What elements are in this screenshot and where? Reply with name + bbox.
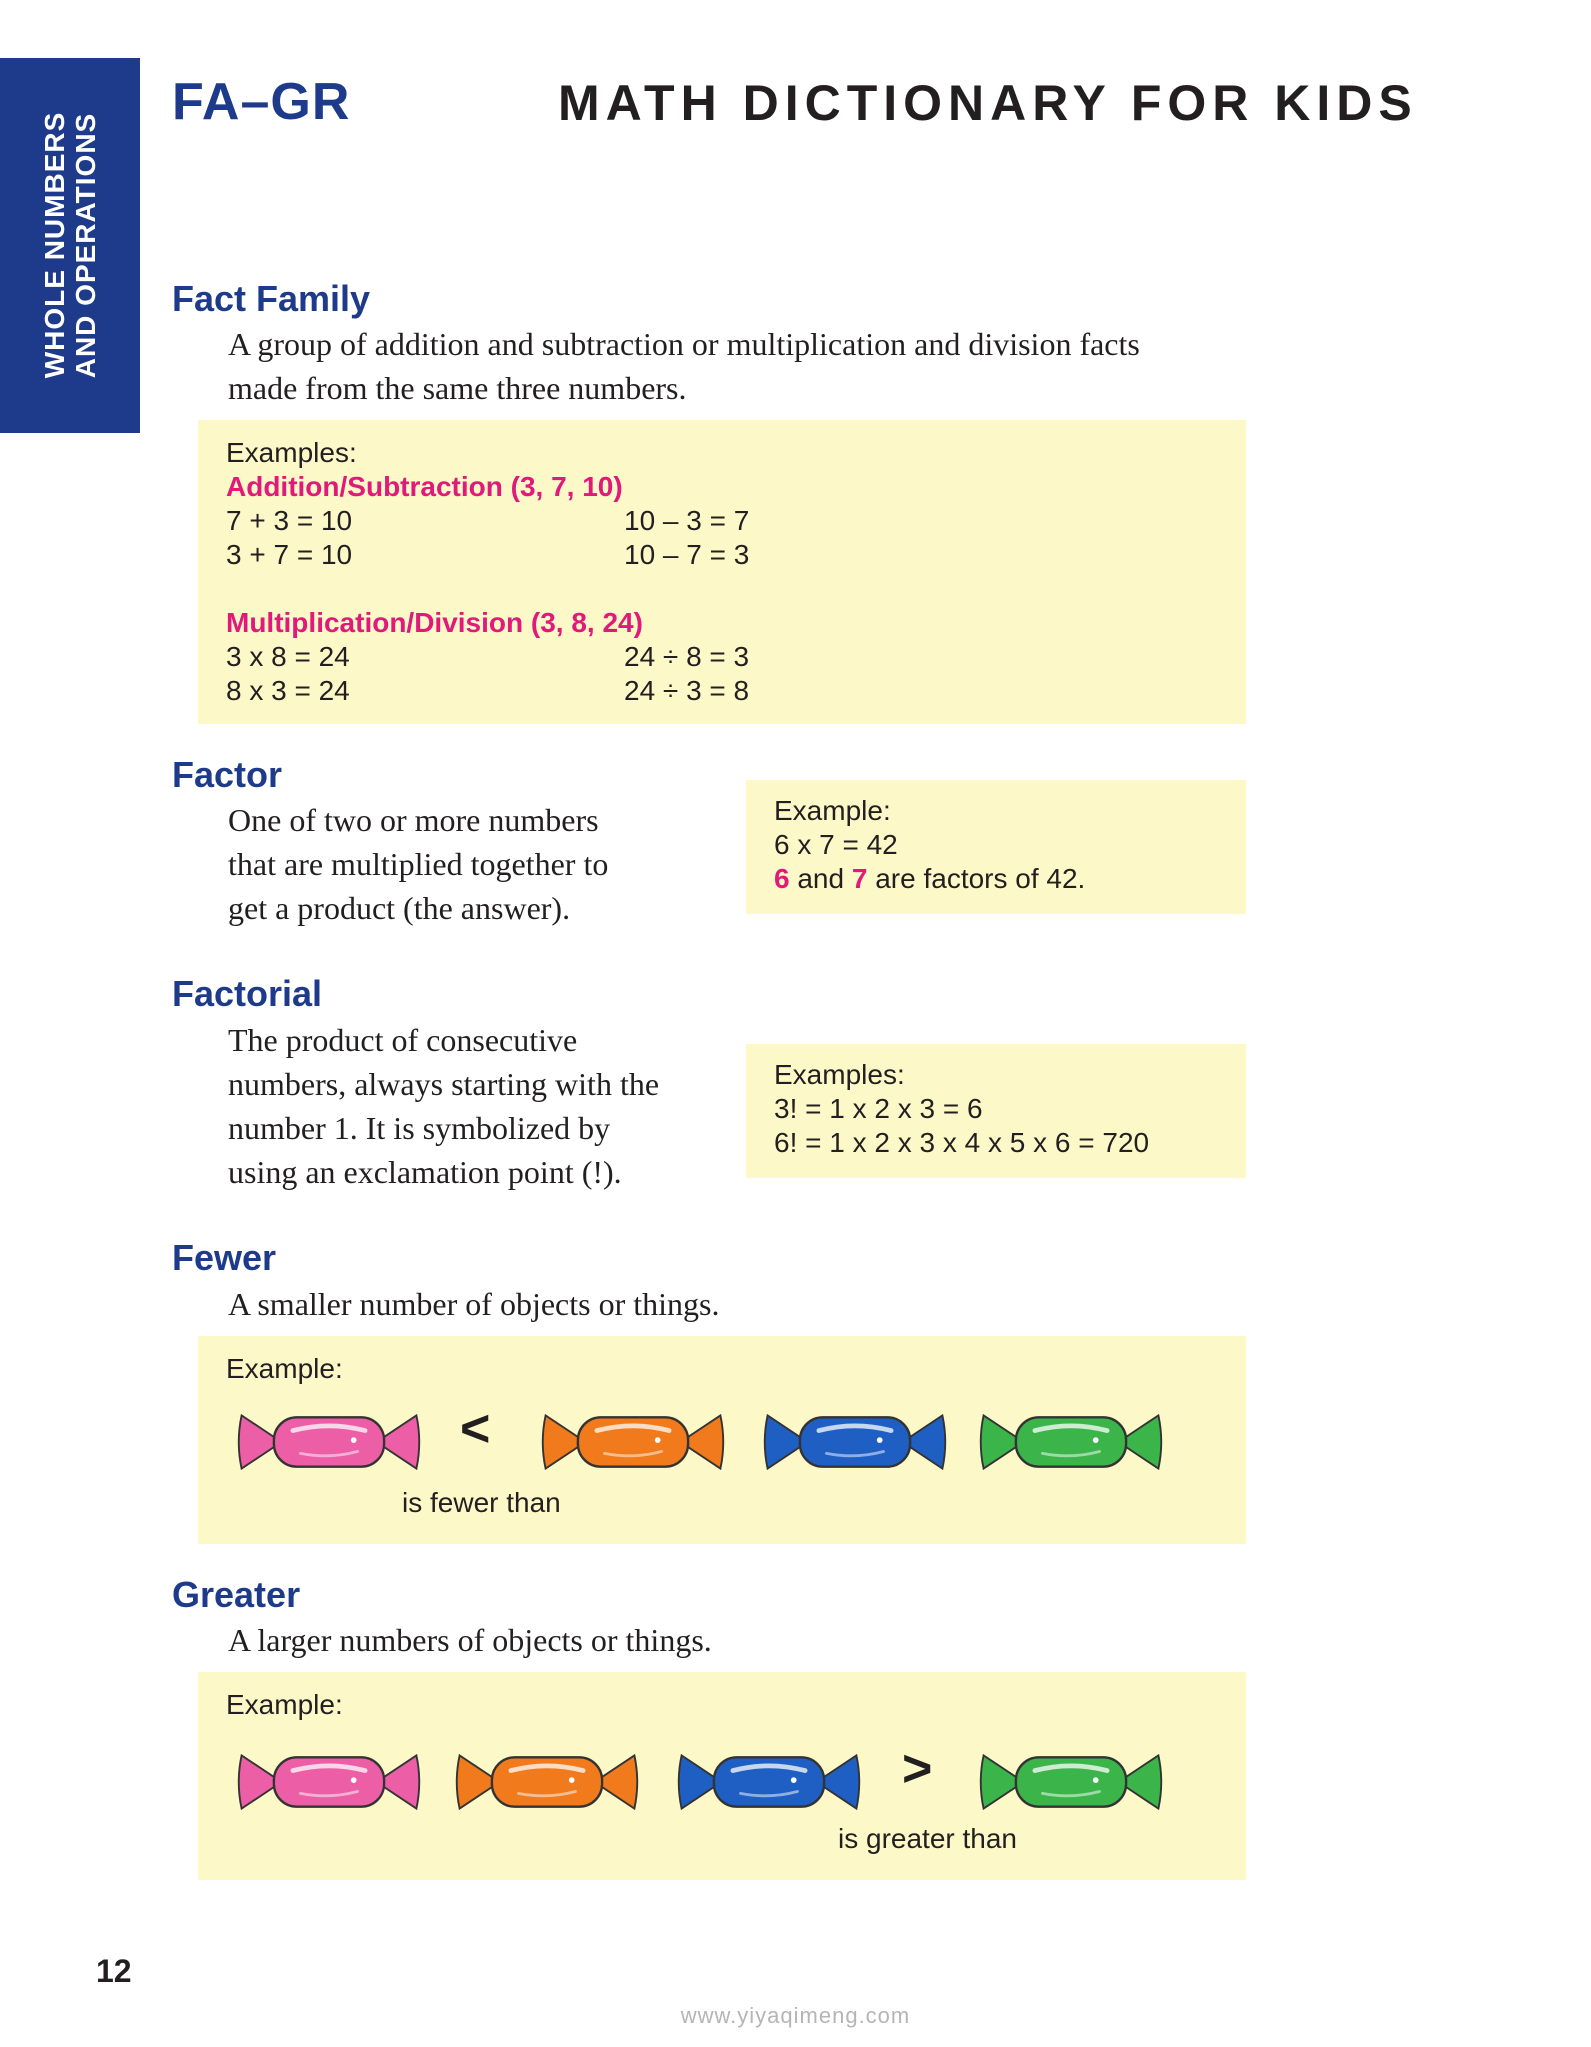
def-factorial <box>228 1018 659 1194</box>
term-fact-family: Fact Family <box>172 278 371 319</box>
pink-candy-icon <box>234 1404 424 1480</box>
factors-text: and <box>789 863 852 894</box>
example-box-fact-family <box>198 420 1246 724</box>
green-candy-icon <box>976 1404 1166 1480</box>
def-fact-family <box>228 322 1140 410</box>
equation: 8 x 3 = 24 <box>226 675 350 706</box>
green-candy-icon <box>976 1744 1166 1820</box>
def-line: made from the same three numbers. <box>228 370 687 406</box>
example-box-fewer <box>198 1336 1246 1544</box>
pink-candy-icon <box>234 1744 424 1820</box>
term-factor: Factor <box>172 754 283 795</box>
def-line: A group of addition and subtraction or multiplication and division facts <box>228 326 1140 362</box>
example-box-factorial <box>746 1044 1246 1178</box>
side-tab-line1: WHOLE NUMBERS <box>39 111 70 379</box>
equation: 3 + 7 = 10 <box>226 539 353 570</box>
def-line: that are multiplied together to <box>228 846 609 882</box>
def-line: A smaller number of objects or things. <box>228 1286 720 1322</box>
section-code: FA–GR <box>172 73 351 131</box>
factors-statement <box>774 862 1085 896</box>
equation: 7 + 3 = 10 <box>226 505 353 536</box>
def-line: numbers, always starting with the <box>228 1066 660 1102</box>
orange-candy-icon <box>452 1744 642 1820</box>
factors-text: are factors of 42. <box>867 863 1086 894</box>
example-label: Examples: <box>226 437 357 468</box>
term-factorial: Factorial <box>172 973 323 1014</box>
example-box-factor <box>746 780 1246 914</box>
side-tab <box>0 58 140 433</box>
def-line: One of two or more numbers <box>228 802 599 838</box>
equation: 10 – 7 = 3 <box>624 539 750 570</box>
page-number: 12 <box>96 1953 132 1989</box>
equation: 24 ÷ 3 = 8 <box>624 675 750 706</box>
def-line: using an exclamation point (!). <box>228 1154 622 1190</box>
side-tab-line2: AND OPERATIONS <box>70 112 101 379</box>
equation: 6 x 7 = 42 <box>774 829 898 860</box>
side-tab-text <box>39 112 101 379</box>
greater-caption: is greater than <box>838 1823 1017 1854</box>
example-label: Example: <box>226 1353 343 1384</box>
greater-than-symbol: > <box>902 1740 933 1798</box>
multiplication-division-heading: Multiplication/Division (3, 8, 24) <box>226 607 643 638</box>
blue-candy-icon <box>674 1744 864 1820</box>
def-greater <box>228 1618 712 1662</box>
book-title: MATH DICTIONARY FOR KIDS <box>558 75 1418 131</box>
def-line: A larger numbers of objects or things. <box>228 1622 712 1658</box>
equation: 3 x 8 = 24 <box>226 641 350 672</box>
def-fewer <box>228 1282 719 1326</box>
factor-number: 7 <box>851 863 868 894</box>
example-box-greater <box>198 1672 1246 1880</box>
term-greater: Greater <box>172 1574 301 1615</box>
orange-candy-icon <box>538 1404 728 1480</box>
fewer-caption: is fewer than <box>402 1487 561 1518</box>
equation: 6! = 1 x 2 x 3 x 4 x 5 x 6 = 720 <box>774 1127 1150 1158</box>
def-line: get a product (the answer). <box>228 890 571 926</box>
def-line: The product of consecutive <box>228 1022 578 1058</box>
def-factor <box>228 798 608 930</box>
less-than-symbol: < <box>460 1400 491 1458</box>
example-label: Examples: <box>774 1059 905 1090</box>
addition-subtraction-heading: Addition/Subtraction (3, 7, 10) <box>226 471 623 502</box>
blue-candy-icon <box>760 1404 950 1480</box>
equation: 24 ÷ 8 = 3 <box>624 641 750 672</box>
footer-watermark: www.yiyaqimeng.com <box>680 2003 911 2028</box>
equation: 10 – 3 = 7 <box>624 505 750 536</box>
term-fewer: Fewer <box>172 1237 277 1278</box>
def-line: number 1. It is symbolized by <box>228 1110 611 1146</box>
example-label: Example: <box>226 1689 343 1720</box>
factor-number: 6 <box>774 863 790 894</box>
equation: 3! = 1 x 2 x 3 = 6 <box>774 1093 983 1124</box>
example-label: Example: <box>774 795 891 826</box>
